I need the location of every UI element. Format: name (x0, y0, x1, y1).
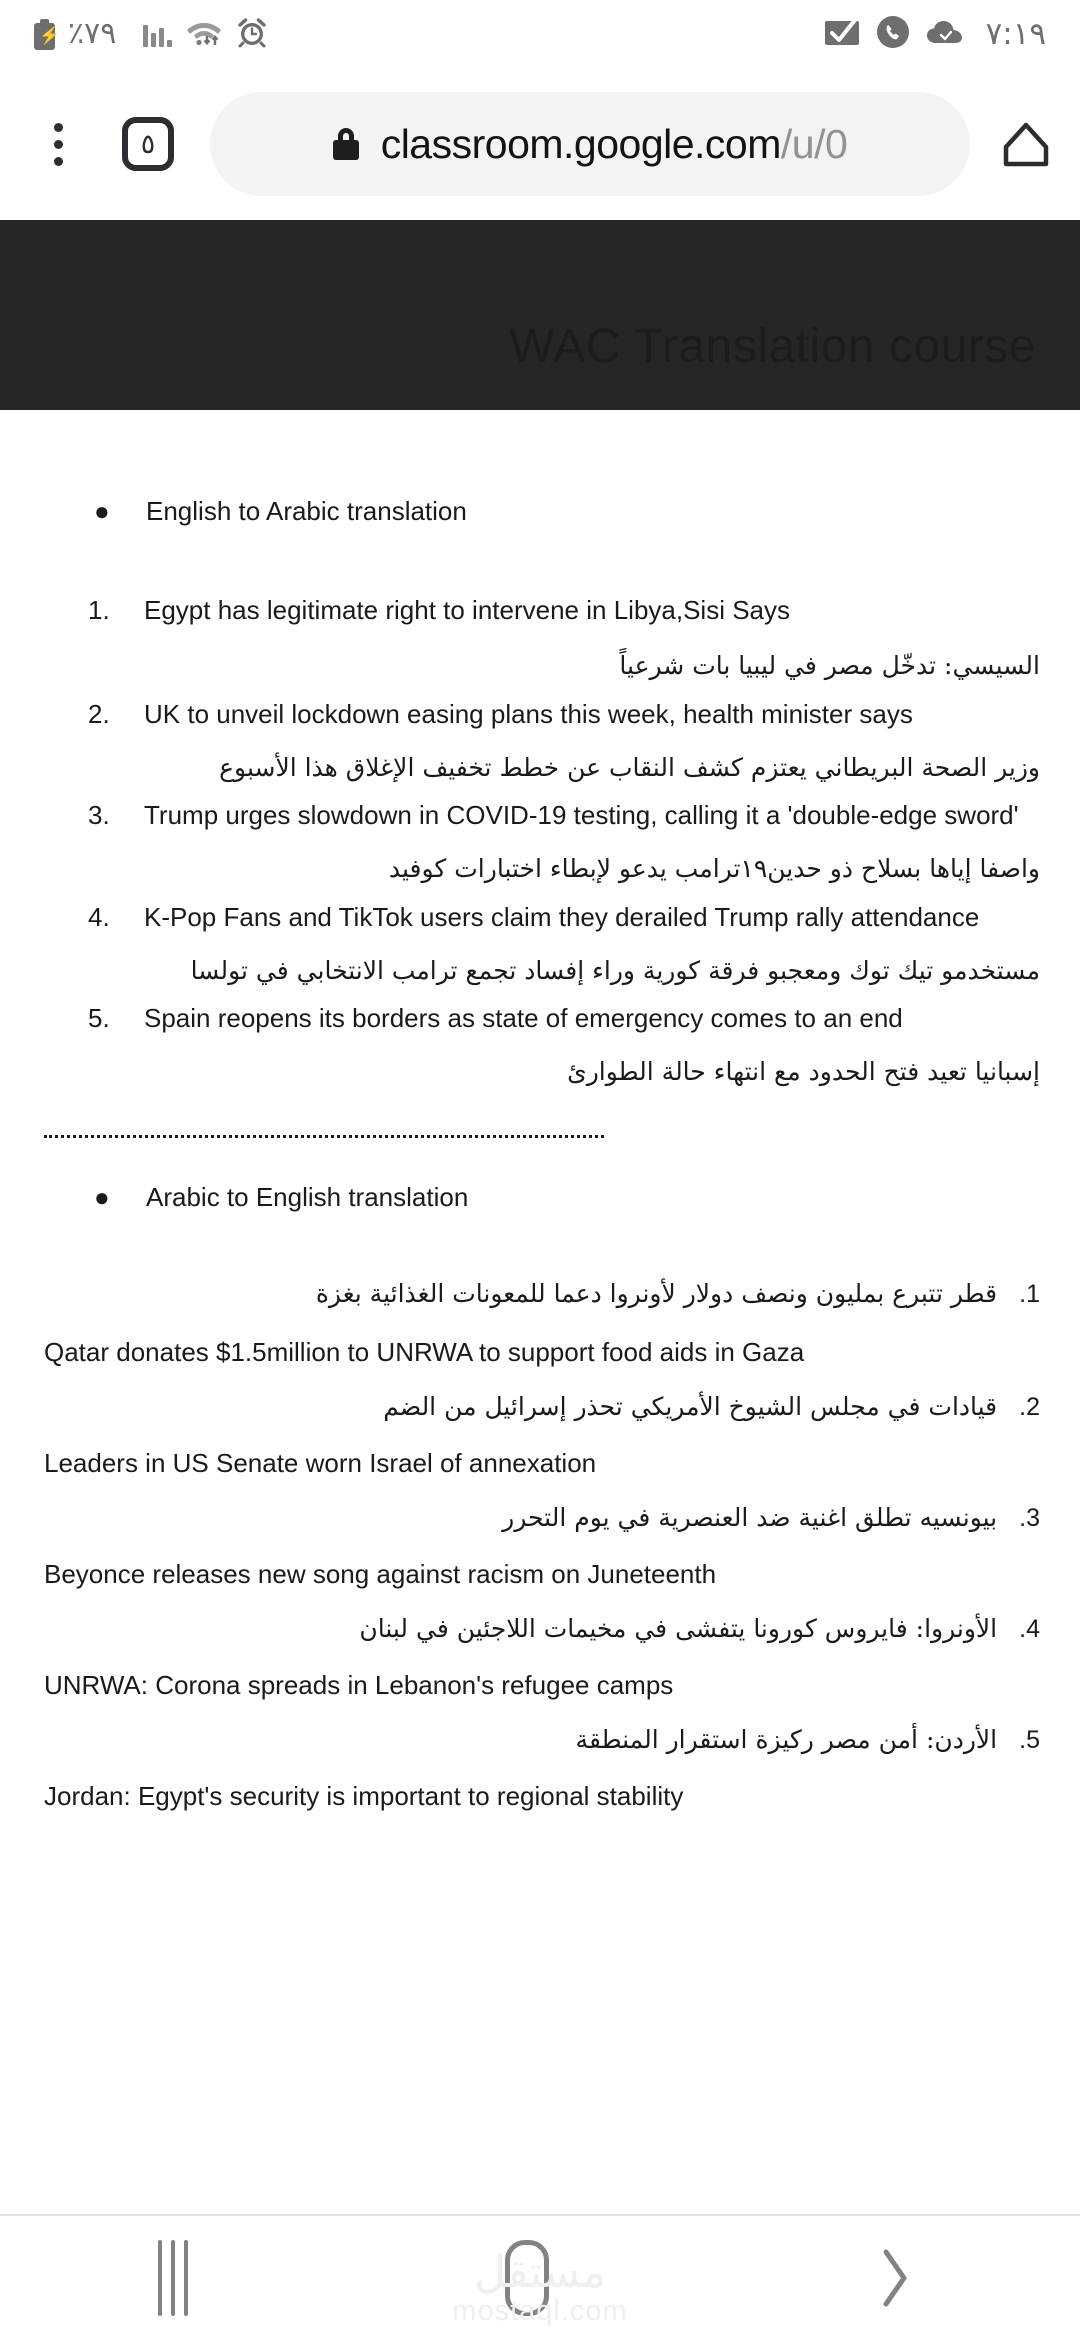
overflow-menu-icon[interactable] (26, 123, 90, 166)
list-item-arabic (0, 1725, 1080, 1755)
browser-toolbar (0, 68, 1080, 220)
list-item-arabic-text: الأردن: أمن مصر ركيزة استقرار المنطقة (575, 1724, 998, 1754)
list-item (0, 699, 1080, 730)
list-item-english: Trump urges slowdown in COVID-19 testing, calling it a 'double-edge sword' (144, 800, 1019, 830)
list-item-arabic (0, 1614, 1080, 1644)
list-item-english: UK to unveil lockdown easing plans this week, health minister says (144, 698, 913, 729)
list-item-number: 5. (1019, 1725, 1040, 1754)
page-title: WAC Translation course (509, 320, 1036, 373)
omnibox-url-bar[interactable] (210, 92, 970, 196)
tab-counter-button[interactable] (122, 117, 174, 171)
course-header-banner (0, 220, 1080, 410)
cloud-sync-icon (926, 19, 964, 50)
list-item-arabic: السيسي: تدخّل مصر في ليبيا بات شرعياً (619, 651, 1040, 680)
status-bar (0, 0, 1080, 68)
url-host: classroom.google.com (380, 120, 781, 167)
alarm-clock-icon (236, 16, 268, 53)
status-bar-left (34, 16, 268, 53)
status-clock: ٧:١٩ (985, 15, 1046, 52)
list-item-arabic (0, 1392, 1080, 1422)
home-icon[interactable] (998, 116, 1054, 172)
list-item-number: 5. (88, 1003, 110, 1033)
list-item-arabic: إسبانيا تعيد فتح الحدود مع انتهاء حالة الطوارئ (567, 1057, 1040, 1086)
list-item-english: Egypt has legitimate right to intervene in Libya,Sisi Says (144, 595, 791, 625)
list-item-english: Beyonce releases new song against racism on Juneteenth (44, 1558, 717, 1589)
watermark-latin: mostaql.com (452, 2295, 628, 2327)
list-item-number: 2. (88, 698, 110, 729)
list-item-arabic-text: بيونسيه تطلق اغنية ضد العنصرية في يوم التحرر (502, 1502, 998, 1532)
list-item-number: 3. (1019, 1503, 1040, 1532)
section-heading-label: Arabic to English translation (146, 1181, 469, 1212)
list-item-arabic (0, 1503, 1080, 1533)
list-item-number: 1. (88, 595, 110, 625)
list-item-number: 1. (1019, 1279, 1040, 1308)
section-heading-label: English to Arabic translation (146, 496, 467, 526)
back-chevron-icon[interactable] (866, 2240, 922, 2316)
battery-percent-label: ٪٧٩ (68, 16, 117, 51)
phone-call-icon (876, 15, 910, 54)
url-path: /u/0 (780, 120, 848, 167)
wifi-icon (185, 17, 223, 52)
list-item-english: Qatar donates $1.5million to UNRWA to support food aids in Gaza (44, 1336, 805, 1367)
list-item (0, 902, 1080, 933)
bullet-icon: ● (94, 496, 110, 526)
recent-apps-icon[interactable] (158, 2240, 188, 2316)
list-item (0, 800, 1080, 831)
list-item-arabic-text: قطر تتبرع بمليون ونصف دولار لأونروا دعما للمعونات الغذائية بغزة (315, 1278, 998, 1308)
list-item-english: Spain reopens its borders as state of emergency comes to an end (144, 1003, 903, 1033)
system-navigation-bar (0, 2214, 1080, 2340)
watermark-arabic: مستقل (474, 2247, 606, 2298)
list-item-english: UNRWA: Corona spreads in Lebanon's refugee camps (44, 1669, 674, 1700)
list-item-number: 4. (88, 901, 110, 932)
list-item-arabic (0, 1279, 1080, 1309)
section-divider (44, 1135, 604, 1138)
bullet-icon: ● (94, 1181, 110, 1212)
document-body (0, 496, 1080, 1812)
section-heading-english-to-arabic (0, 496, 1080, 527)
list-item-english: Leaders in US Senate worn Israel of annexation (44, 1447, 597, 1478)
sms-message-icon (824, 17, 860, 52)
list-item-number: 4. (1019, 1614, 1040, 1643)
status-bar-right (824, 15, 1046, 54)
list-item (0, 595, 1080, 626)
list-item-arabic: وزير الصحة البريطاني يعتزم كشف النقاب عن خطط تخفيف الإغلاق هذا الأسبوع (219, 752, 1040, 782)
list-item-english: K-Pop Fans and TikTok users claim they derailed Trump rally attendance (144, 901, 980, 932)
list-item-arabic: واصفا إياها بسلاح ذو حدين١٩ترامب يدعو لإبطاء اختبارات كوفيد (388, 854, 1040, 883)
section-heading-arabic-to-english (0, 1182, 1080, 1213)
list-item-english: Jordan: Egypt's security is important to regional stability (44, 1780, 684, 1811)
list-item-arabic-text: قيادات في مجلس الشيوخ الأمريكي تحذر إسرائيل من الضم (383, 1391, 998, 1421)
list-item (0, 1003, 1080, 1034)
cellular-signal-icon (143, 21, 172, 47)
list-item-arabic: مستخدمو تيك توك ومعجبو فرقة كورية وراء إفساد تجمع ترامب الانتخابي في تولسا (190, 955, 1040, 985)
lock-secure-icon (333, 128, 359, 160)
tab-count-label: ٥ (140, 128, 156, 160)
list-item-arabic-text: الأونروا: فايروس كورونا يتفشى في مخيمات اللاجئين في لبنان (359, 1613, 998, 1643)
home-pill-icon[interactable] (505, 2240, 549, 2316)
list-item-number: 3. (88, 800, 110, 830)
list-item-number: 2. (1019, 1392, 1040, 1421)
battery-charging-icon: ⚡ (34, 19, 55, 50)
